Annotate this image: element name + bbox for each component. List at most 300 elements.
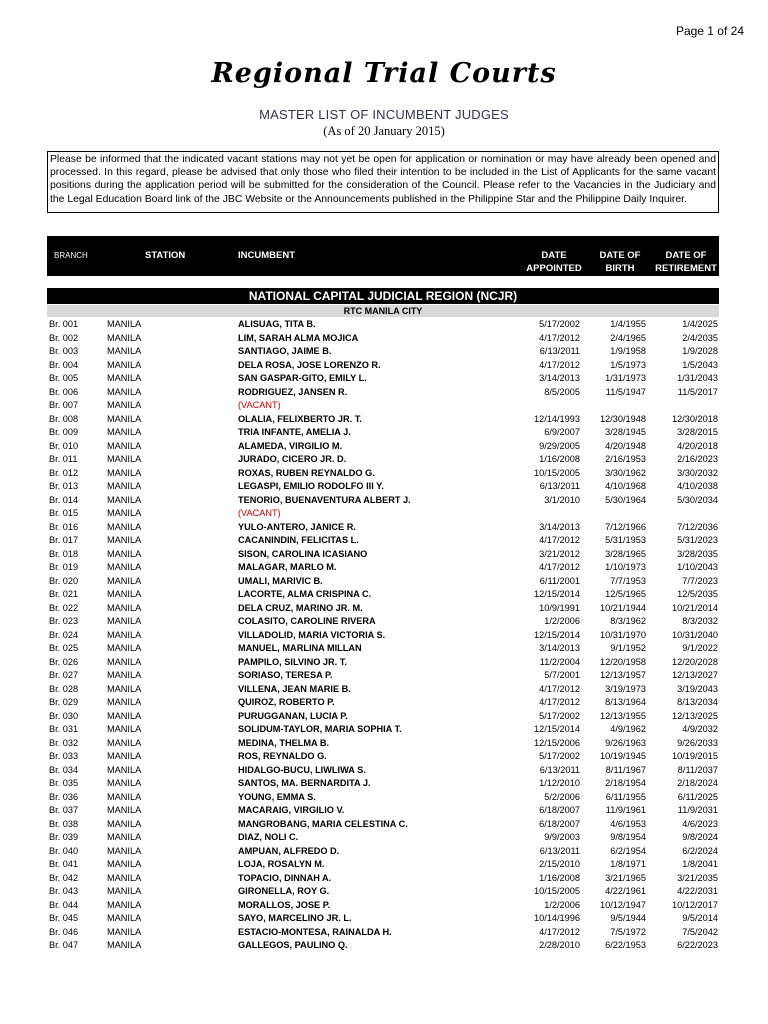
branch-cell: Br. 043 <box>49 886 79 896</box>
date-of-retirement-cell: 12/5/2035 <box>677 589 718 599</box>
incumbent-cell: TOPACIO, DINNAH A. <box>238 872 332 883</box>
date-appointed-cell: 4/17/2012 <box>539 926 580 937</box>
branch-cell: Br. 045 <box>49 913 79 923</box>
table-row <box>0 831 768 845</box>
branch-cell: Br. 022 <box>49 602 79 613</box>
date-of-birth-cell: 3/21/1965 <box>605 872 646 883</box>
table-row <box>0 872 768 886</box>
table-row <box>0 858 768 872</box>
branch-cell: Br. 001 <box>49 319 79 329</box>
table-row <box>0 426 768 440</box>
date-appointed-cell: 4/17/2012 <box>539 562 580 572</box>
station-cell: MANILA <box>107 602 142 613</box>
date-of-birth-cell: 4/20/1948 <box>605 440 646 451</box>
date-of-birth-cell: 10/31/1970 <box>600 629 646 640</box>
table-row <box>0 548 768 562</box>
date-of-retirement-cell: 11/9/2031 <box>677 805 718 815</box>
table-row <box>0 453 768 467</box>
incumbent-cell: CACANINDIN, FELICITAS L. <box>238 535 359 545</box>
date-appointed-cell: 3/14/2013 <box>539 373 580 383</box>
date-of-birth-cell: 5/31/1953 <box>605 535 646 545</box>
date-of-retirement-cell: 1/31/2043 <box>677 373 718 383</box>
table-row <box>0 804 768 818</box>
station-cell: MANILA <box>107 886 142 896</box>
table-row <box>0 372 768 386</box>
station-cell: MANILA <box>107 373 142 383</box>
date-of-birth-cell: 10/21/1944 <box>600 602 646 613</box>
date-of-birth-cell: 12/20/1958 <box>600 656 646 667</box>
table-row <box>0 777 768 791</box>
date-appointed-cell: 6/18/2007 <box>539 805 580 815</box>
branch-cell: Br. 042 <box>49 872 79 883</box>
branch-cell: Br. 015 <box>49 508 79 518</box>
table-header <box>47 236 719 276</box>
incumbent-cell: TENORIO, BUENAVENTURA ALBERT J. <box>238 494 411 505</box>
table-row <box>0 912 768 926</box>
incumbent-cell: UMALI, MARIVIC B. <box>238 575 323 586</box>
branch-cell: Br. 044 <box>49 899 79 910</box>
date-appointed-cell: 1/12/2010 <box>539 778 580 788</box>
date-of-retirement-cell: 1/4/2025 <box>682 319 718 329</box>
table-row <box>0 723 768 737</box>
date-appointed-cell: 1/2/2006 <box>544 899 580 910</box>
date-appointed-cell: 6/13/2011 <box>539 481 580 491</box>
incumbent-cell: TRIA INFANTE, AMELIA J. <box>238 427 351 437</box>
date-of-retirement-cell: 2/18/2024 <box>677 778 718 788</box>
branch-cell: Br. 012 <box>49 467 79 478</box>
header-birth-1: DATE OF <box>599 250 641 261</box>
date-of-birth-cell: 2/16/1953 <box>605 454 646 464</box>
branch-cell: Br. 028 <box>49 683 79 694</box>
date-of-birth-cell: 7/7/1953 <box>610 575 646 586</box>
table-row <box>0 413 768 427</box>
branch-cell: Br. 040 <box>49 845 79 856</box>
branch-cell: Br. 020 <box>49 575 79 586</box>
date-of-birth-cell: 1/4/1955 <box>610 319 646 329</box>
date-of-birth-cell: 12/30/1948 <box>600 413 646 424</box>
station-cell: MANILA <box>107 548 142 559</box>
date-of-birth-cell: 3/30/1962 <box>605 467 646 478</box>
branch-cell: Br. 016 <box>49 521 79 532</box>
date-appointed-cell: 9/9/2003 <box>544 832 580 842</box>
table-row <box>0 507 768 521</box>
date-appointed-cell: 4/17/2012 <box>539 332 580 343</box>
incumbent-cell: RODRIGUEZ, JANSEN R. <box>238 386 348 397</box>
table-row <box>0 602 768 616</box>
date-of-birth-cell: 8/13/1964 <box>605 697 646 707</box>
table-row <box>0 764 768 778</box>
branch-cell: Br. 030 <box>49 710 79 721</box>
date-of-retirement-cell: 12/20/2028 <box>672 656 718 667</box>
date-of-retirement-cell: 4/6/2023 <box>682 818 718 829</box>
table-row <box>0 683 768 697</box>
incumbent-cell: DIAZ, NOLI C. <box>238 832 299 842</box>
header-branch: BRANCH <box>54 251 88 260</box>
table-row <box>0 939 768 953</box>
date-of-birth-cell: 1/31/1973 <box>605 373 646 383</box>
date-appointed-cell: 5/17/2002 <box>539 710 580 721</box>
table-row <box>0 737 768 751</box>
date-of-retirement-cell: 6/22/2023 <box>677 940 718 950</box>
branch-cell: Br. 002 <box>49 332 79 343</box>
branch-cell: Br. 018 <box>49 548 79 559</box>
table-row <box>0 791 768 805</box>
table-row <box>0 521 768 535</box>
station-cell: MANILA <box>107 454 142 464</box>
date-of-birth-cell: 7/5/1972 <box>610 926 646 937</box>
incumbent-cell: SORIASO, TERESA P. <box>238 670 333 680</box>
station-cell: MANILA <box>107 926 142 937</box>
date-of-retirement-cell: 1/9/2028 <box>682 346 718 356</box>
incumbent-cell: LIM, SARAH ALMA MOJICA <box>238 332 359 343</box>
branch-cell: Br. 029 <box>49 697 79 707</box>
branch-cell: Br. 013 <box>49 481 79 491</box>
incumbent-cell: PURUGGANAN, LUCIA P. <box>238 710 348 721</box>
date-appointed-cell: 2/28/2010 <box>539 940 580 950</box>
judges-table-body <box>0 318 768 953</box>
date-appointed-cell: 4/17/2012 <box>539 359 580 370</box>
date-appointed-cell: 11/2/2004 <box>539 656 580 667</box>
station-cell: MANILA <box>107 319 142 329</box>
date-of-retirement-cell: 5/31/2023 <box>677 535 718 545</box>
date-appointed-cell: 6/18/2007 <box>539 818 580 829</box>
incumbent-cell: AMPUAN, ALFREDO D. <box>238 845 340 856</box>
date-of-birth-cell: 9/26/1963 <box>605 737 646 748</box>
date-appointed-cell: 5/17/2002 <box>539 751 580 761</box>
date-appointed-cell: 1/2/2006 <box>544 616 580 626</box>
date-of-retirement-cell: 4/9/2032 <box>682 724 718 734</box>
incumbent-cell: OLALIA, FELIXBERTO JR. T. <box>238 413 362 424</box>
date-of-birth-cell: 9/1/1952 <box>610 643 646 653</box>
station-cell: MANILA <box>107 494 142 505</box>
date-of-retirement-cell: 10/21/2014 <box>672 602 718 613</box>
date-appointed-cell: 12/15/2014 <box>534 589 580 599</box>
incumbent-cell: JURADO, CICERO JR. D. <box>238 454 347 464</box>
table-row <box>0 561 768 575</box>
header-date-appointed-2: APPOINTED <box>526 263 582 274</box>
date-of-birth-cell: 12/13/1955 <box>600 710 646 721</box>
table-row <box>0 467 768 481</box>
table-row <box>0 926 768 940</box>
incumbent-cell: GIRONELLA, ROY G. <box>238 886 330 896</box>
station-cell: MANILA <box>107 913 142 923</box>
date-of-birth-cell: 6/11/1955 <box>605 791 646 802</box>
date-appointed-cell: 4/17/2012 <box>539 697 580 707</box>
date-of-birth-cell: 3/28/1945 <box>605 427 646 437</box>
date-of-retirement-cell: 3/19/2043 <box>677 683 718 694</box>
incumbent-cell: ALISUAG, TITA B. <box>238 319 316 329</box>
branch-cell: Br. 024 <box>49 629 79 640</box>
date-of-birth-cell: 1/5/1973 <box>610 359 646 370</box>
branch-cell: Br. 032 <box>49 737 79 748</box>
branch-cell: Br. 008 <box>49 413 79 424</box>
table-row <box>0 318 768 332</box>
branch-cell: Br. 038 <box>49 818 79 829</box>
date-of-birth-cell: 9/8/1954 <box>610 832 646 842</box>
branch-cell: Br. 026 <box>49 656 79 667</box>
as-of-date: (As of 20 January 2015) <box>323 124 445 138</box>
incumbent-cell: ROS, REYNALDO G. <box>238 751 327 761</box>
date-appointed-cell: 1/16/2008 <box>539 872 580 883</box>
date-of-retirement-cell: 8/13/2034 <box>677 697 718 707</box>
date-appointed-cell: 1/16/2008 <box>539 454 580 464</box>
header-birth-2: BIRTH <box>605 263 635 274</box>
region-heading: NATIONAL CAPITAL JUDICIAL REGION (NCJR) <box>47 288 719 304</box>
date-of-retirement-cell: 3/28/2015 <box>677 427 718 437</box>
branch-cell: Br. 007 <box>49 400 79 410</box>
station-cell: MANILA <box>107 656 142 667</box>
branch-cell: Br. 010 <box>49 440 79 451</box>
incumbent-cell: SOLIDUM-TAYLOR, MARIA SOPHIA T. <box>238 724 402 734</box>
date-of-birth-cell: 2/18/1954 <box>605 778 646 788</box>
branch-cell: Br. 005 <box>49 373 79 383</box>
date-of-birth-cell: 8/11/1967 <box>605 764 646 775</box>
table-row <box>0 440 768 454</box>
incumbent-cell: COLASITO, CAROLINE RIVERA <box>238 616 376 626</box>
incumbent-cell: LEGASPI, EMILIO RODOLFO III Y. <box>238 481 384 491</box>
date-of-birth-cell: 3/19/1973 <box>605 683 646 694</box>
table-row <box>0 885 768 899</box>
notice-box: Please be informed that the indicated vacant stations may not yet be open for application or nomination or may have already been opened and processed. In this regard, please be advised that only those who filed their intention to be included in the List of Applicants for the same vacant positions during the application period will be submitted for the consideration of the Council. Please refer to the Vacancies in the Judiciary and the Legal Education Board link of the JBC Website or the Announcements published in the Philippine Star and the Philippine Daily Inquirer. <box>47 151 719 213</box>
date-of-birth-cell: 4/22/1961 <box>605 886 646 896</box>
date-of-birth-cell: 4/10/1968 <box>605 481 646 491</box>
branch-cell: Br. 014 <box>49 494 79 505</box>
station-cell: MANILA <box>107 386 142 397</box>
station-cell: MANILA <box>107 346 142 356</box>
incumbent-cell: ROXAS, RUBEN REYNALDO G. <box>238 467 375 478</box>
branch-cell: Br. 004 <box>49 359 79 370</box>
branch-cell: Br. 041 <box>49 859 79 869</box>
incumbent-cell: DELA CRUZ, MARINO JR. M. <box>238 602 363 613</box>
incumbent-cell: (VACANT) <box>238 508 281 518</box>
date-appointed-cell: 12/15/2014 <box>534 724 580 734</box>
branch-cell: Br. 027 <box>49 670 79 680</box>
incumbent-cell: SANTOS, MA. BERNARDITA J. <box>238 778 371 788</box>
date-of-birth-cell: 10/12/1947 <box>600 899 646 910</box>
date-appointed-cell: 5/2/2006 <box>544 791 580 802</box>
branch-cell: Br. 019 <box>49 562 79 572</box>
incumbent-cell: MALAGAR, MARLO M. <box>238 562 337 572</box>
station-cell: MANILA <box>107 805 142 815</box>
header-retirement-1: DATE OF <box>665 250 707 261</box>
incumbent-cell: LACORTE, ALMA CRISPINA C. <box>238 589 372 599</box>
incumbent-cell: YULO-ANTERO, JANICE R. <box>238 521 356 532</box>
branch-cell: Br. 011 <box>49 454 78 464</box>
branch-cell: Br. 003 <box>49 346 79 356</box>
station-cell: MANILA <box>107 535 142 545</box>
date-of-retirement-cell: 3/30/2032 <box>677 467 718 478</box>
station-cell: MANILA <box>107 508 142 518</box>
date-of-retirement-cell: 7/7/2023 <box>682 575 718 586</box>
branch-cell: Br. 021 <box>49 589 79 599</box>
incumbent-cell: PAMPILO, SILVINO JR. T. <box>238 656 347 667</box>
station-cell: MANILA <box>107 872 142 883</box>
date-of-retirement-cell: 12/13/2027 <box>672 670 718 680</box>
date-of-birth-cell: 7/12/1966 <box>605 521 646 532</box>
date-of-retirement-cell: 9/1/2022 <box>682 643 718 653</box>
date-of-retirement-cell: 10/31/2040 <box>672 629 718 640</box>
table-row <box>0 534 768 548</box>
date-of-retirement-cell: 8/11/2037 <box>677 764 718 775</box>
station-cell: MANILA <box>107 521 142 532</box>
date-of-retirement-cell: 1/5/2043 <box>682 359 718 370</box>
date-of-retirement-cell: 8/3/2032 <box>682 616 718 626</box>
date-of-birth-cell: 8/3/1962 <box>610 616 646 626</box>
table-row <box>0 386 768 400</box>
date-appointed-cell: 6/13/2011 <box>539 346 580 356</box>
date-of-birth-cell: 2/4/1965 <box>610 332 646 343</box>
station-cell: MANILA <box>107 940 142 950</box>
date-of-retirement-cell: 5/30/2034 <box>677 494 718 505</box>
table-row <box>0 710 768 724</box>
date-of-retirement-cell: 3/21/2035 <box>677 872 718 883</box>
incumbent-cell: YOUNG, EMMA S. <box>238 791 316 802</box>
date-of-retirement-cell: 12/30/2018 <box>672 413 718 424</box>
incumbent-cell: VILLENA, JEAN MARIE B. <box>238 683 351 694</box>
table-row <box>0 615 768 629</box>
date-of-retirement-cell: 11/5/2017 <box>677 386 718 397</box>
station-cell: MANILA <box>107 751 142 761</box>
date-of-birth-cell: 4/9/1962 <box>610 724 646 734</box>
station-cell: MANILA <box>107 643 142 653</box>
branch-cell: Br. 037 <box>49 805 79 815</box>
station-cell: MANILA <box>107 332 142 343</box>
table-row <box>0 480 768 494</box>
station-cell: MANILA <box>107 778 142 788</box>
date-appointed-cell: 6/9/2007 <box>544 427 580 437</box>
station-cell: MANILA <box>107 697 142 707</box>
table-row <box>0 669 768 683</box>
station-cell: MANILA <box>107 629 142 640</box>
incumbent-cell: MORALLOS, JOSE P. <box>238 899 331 910</box>
date-of-birth-cell: 6/22/1953 <box>605 940 646 950</box>
incumbent-cell: SISON, CAROLINA ICASIANO <box>238 548 368 559</box>
document-subtitle: MASTER LIST OF INCUMBENT JUDGES <box>259 107 509 122</box>
branch-cell: Br. 023 <box>49 616 79 626</box>
date-of-birth-cell: 1/9/1958 <box>610 346 646 356</box>
date-appointed-cell: 10/14/1996 <box>534 913 580 923</box>
date-of-retirement-cell: 7/12/2036 <box>677 521 718 532</box>
header-station: STATION <box>145 250 186 261</box>
incumbent-cell: QUIROZ, ROBERTO P. <box>238 697 335 707</box>
branch-cell: Br. 033 <box>49 751 79 761</box>
table-row <box>0 345 768 359</box>
date-appointed-cell: 8/5/2005 <box>544 386 580 397</box>
date-of-retirement-cell: 1/8/2041 <box>682 859 718 869</box>
date-of-birth-cell: 6/2/1954 <box>610 845 646 856</box>
date-of-retirement-cell: 3/28/2035 <box>677 548 718 559</box>
date-of-birth-cell: 5/30/1964 <box>605 494 646 505</box>
table-row <box>0 588 768 602</box>
page-number: Page 1 of 24 <box>675 24 744 38</box>
date-of-birth-cell: 3/28/1965 <box>605 548 646 559</box>
station-cell: MANILA <box>107 710 142 721</box>
date-of-birth-cell: 12/5/1965 <box>605 589 646 599</box>
incumbent-cell: HIDALGO-BUCU, LIWLIWA S. <box>238 764 366 775</box>
station-cell: MANILA <box>107 737 142 748</box>
incumbent-cell: LOJA, ROSALYN M. <box>238 859 325 869</box>
station-cell: MANILA <box>107 616 142 626</box>
station-cell: MANILA <box>107 670 142 680</box>
station-cell: MANILA <box>107 832 142 842</box>
date-of-retirement-cell: 10/12/2017 <box>672 899 718 910</box>
date-appointed-cell: 9/29/2005 <box>539 440 580 451</box>
table-row <box>0 359 768 373</box>
date-appointed-cell: 3/1/2010 <box>544 494 580 505</box>
station-cell: MANILA <box>107 440 142 451</box>
date-of-retirement-cell: 2/4/2035 <box>682 332 718 343</box>
branch-cell: Br. 039 <box>49 832 79 842</box>
incumbent-cell: SANTIAGO, JAIME B. <box>238 346 332 356</box>
date-appointed-cell: 4/17/2012 <box>539 535 580 545</box>
date-of-retirement-cell: 6/11/2025 <box>677 791 718 802</box>
date-appointed-cell: 6/13/2011 <box>539 764 580 775</box>
date-of-retirement-cell: 10/19/2015 <box>672 751 718 761</box>
incumbent-cell: (VACANT) <box>238 400 281 410</box>
date-appointed-cell: 10/15/2005 <box>534 886 580 896</box>
station-cell: MANILA <box>107 575 142 586</box>
incumbent-cell: MACARAIG, VIRGILIO V. <box>238 805 345 815</box>
branch-cell: Br. 036 <box>49 791 79 802</box>
station-cell: MANILA <box>107 400 142 410</box>
date-appointed-cell: 6/13/2011 <box>539 845 580 856</box>
branch-cell: Br. 035 <box>49 778 79 788</box>
incumbent-cell: MANUEL, MARLINA MILLAN <box>238 643 362 653</box>
header-date-appointed-1: DATE <box>541 250 567 261</box>
table-row <box>0 845 768 859</box>
table-row <box>0 642 768 656</box>
date-appointed-cell: 6/11/2001 <box>539 575 580 586</box>
date-of-birth-cell: 1/10/1973 <box>605 562 646 572</box>
station-cell: MANILA <box>107 427 142 437</box>
station-cell: MANILA <box>107 899 142 910</box>
station-cell: MANILA <box>107 359 142 370</box>
branch-cell: Br. 031 <box>49 724 79 734</box>
date-of-birth-cell: 9/5/1944 <box>610 913 646 923</box>
date-of-retirement-cell: 7/5/2042 <box>682 926 718 937</box>
station-cell: MANILA <box>107 589 142 599</box>
city-heading: RTC MANILA CITY <box>47 305 719 317</box>
date-appointed-cell: 5/7/2001 <box>544 670 580 680</box>
table-row <box>0 494 768 508</box>
station-cell: MANILA <box>107 818 142 829</box>
branch-cell: Br. 009 <box>49 427 79 437</box>
date-of-retirement-cell: 9/5/2014 <box>682 913 718 923</box>
table-row <box>0 399 768 413</box>
incumbent-cell: VILLADOLID, MARIA VICTORIA S. <box>238 629 386 640</box>
incumbent-cell: GALLEGOS, PAULINO Q. <box>238 940 348 950</box>
date-of-retirement-cell: 6/2/2024 <box>682 845 718 856</box>
date-appointed-cell: 10/15/2005 <box>534 467 580 478</box>
date-of-retirement-cell: 2/16/2023 <box>677 454 718 464</box>
incumbent-cell: DELA ROSA, JOSE LORENZO R. <box>238 359 381 370</box>
date-of-birth-cell: 12/13/1957 <box>600 670 646 680</box>
date-of-retirement-cell: 9/8/2024 <box>682 832 718 842</box>
date-appointed-cell: 3/21/2012 <box>539 548 580 559</box>
date-of-birth-cell: 1/8/1971 <box>610 859 646 869</box>
date-of-retirement-cell: 9/26/2033 <box>677 737 718 748</box>
incumbent-cell: ALAMEDA, VIRGILIO M. <box>238 440 343 451</box>
date-appointed-cell: 3/14/2013 <box>539 643 580 653</box>
station-cell: MANILA <box>107 683 142 694</box>
table-row <box>0 899 768 913</box>
station-cell: MANILA <box>107 724 142 734</box>
table-row <box>0 656 768 670</box>
incumbent-cell: MEDINA, THELMA B. <box>238 737 330 748</box>
station-cell: MANILA <box>107 481 142 491</box>
header-incumbent: INCUMBENT <box>238 250 295 261</box>
branch-cell: Br. 034 <box>49 764 79 775</box>
